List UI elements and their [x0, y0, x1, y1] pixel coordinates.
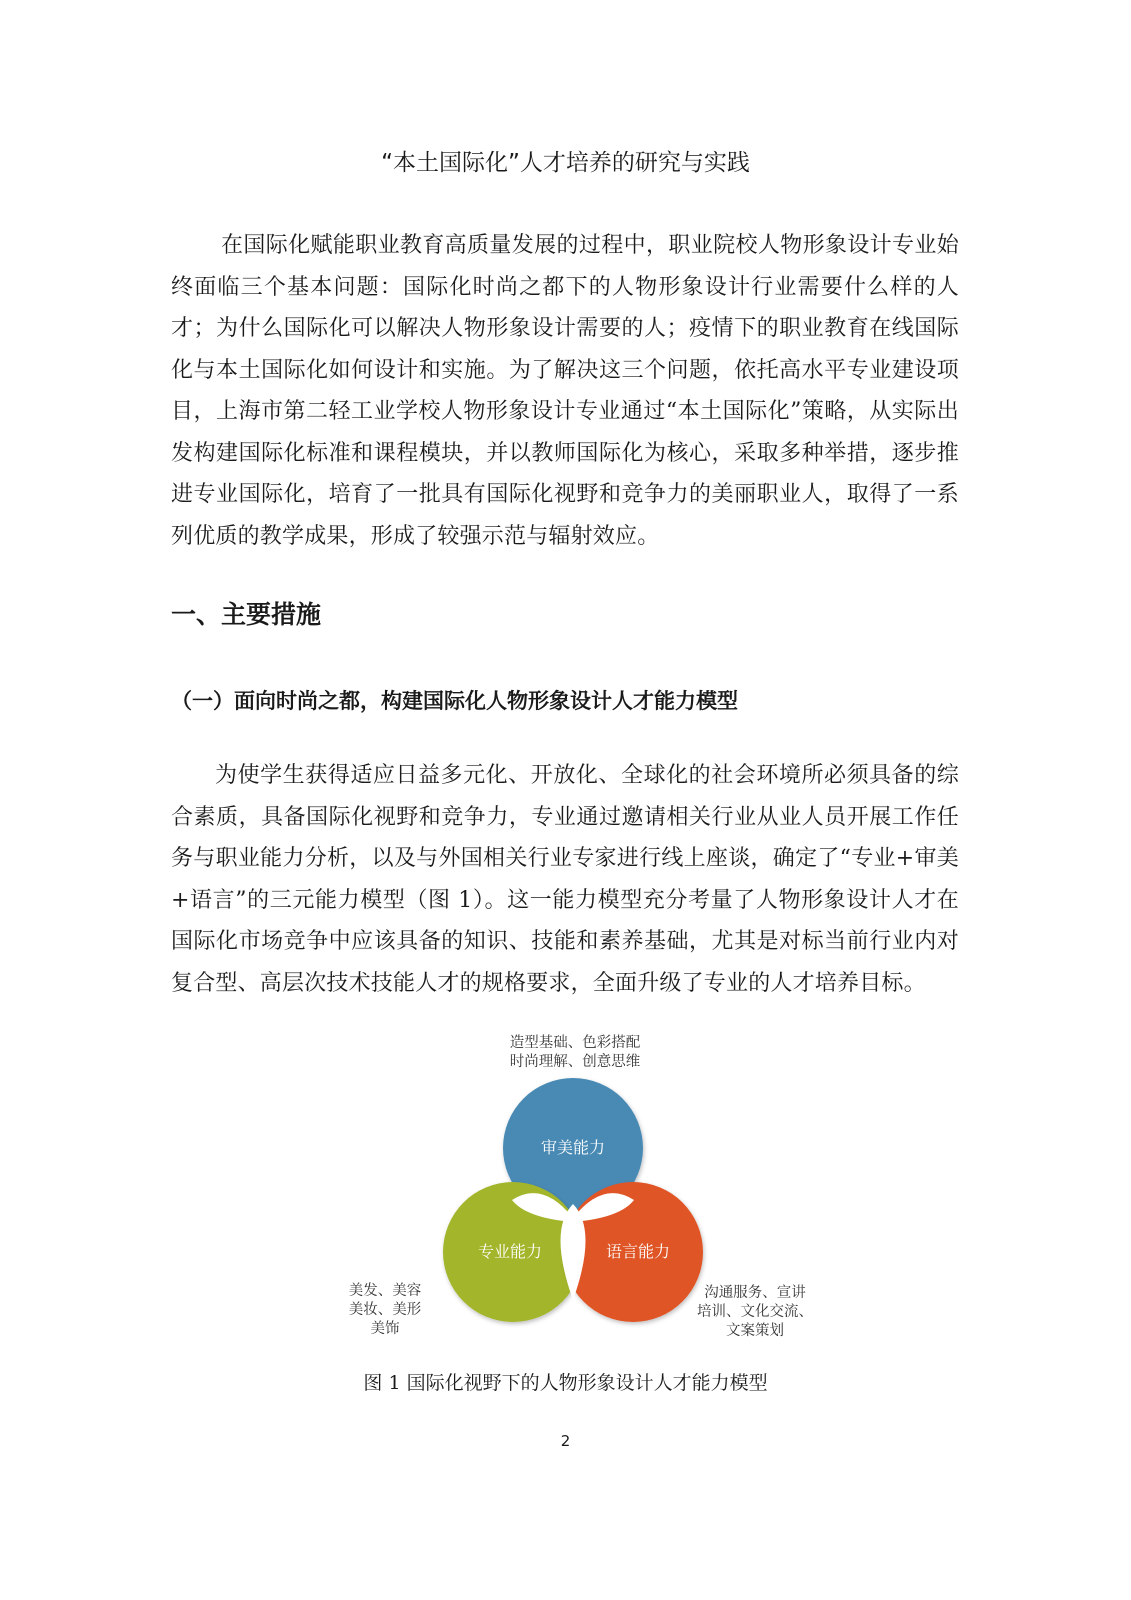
language-note: 沟通服务、宣讲 培训、文化交流、 文案策划	[697, 1285, 813, 1339]
competency-model-figure	[330, 1030, 830, 1350]
page-number: 2	[560, 1432, 571, 1450]
figure-caption: 图 1 国际化视野下的人物形象设计人才能力模型	[363, 1372, 768, 1394]
professional-label: 专业能力	[477, 1242, 543, 1261]
aesthetic-note: 造型基础、色彩搭配 时尚理解、创意思维	[509, 1035, 641, 1070]
body-paragraph: 为使学生获得适应日益多元化、开放化、全球化的社会环境所必须具备的综合素质，具备国际化视野和竞争力，专业通过邀请相关行业从业人员开展工作任务与职业能力分析，以及与外国相关行业专家进行线上座谈，确定了“专业+审美+语言”的三元能力模型（图 1）。这一能力模型充分考量了人物形象设计人才在国际化市场竞争中应该具备的知识、技能和素养基础，尤其是对标当前行业内对复合型、高层次技术技能人才的规格要求，全面升级了专业的人才培养目标。	[171, 763, 959, 996]
intro-paragraph: 在国际化赋能职业教育高质量发展的过程中，职业院校人物形象设计专业始终面临三个基本问题：国际化时尚之都下的人物形象设计行业需要什么样的人才；为什么国际化可以解决人物形象设计需要的人；疫情下的职业教育在线国际化与本土国际化如何设计和实施。为了解决这三个问题，依托高水平专业建设项目，上海市第二轻工业学校人物形象设计专业通过“本土国际化”策略，从实际出发构建国际化标准和课程模块，并以教师国际化为核心，采取多种举措，逐步推进专业国际化，培育了一批具有国际化视野和竞争力的美丽职业人，取得了一系列优质的教学成果，形成了较强示范与辐射效应。	[171, 233, 959, 549]
subsection-heading: （一）面向时尚之都，构建国际化人物形象设计人才能力模型	[171, 689, 738, 713]
language-label: 语言能力	[605, 1242, 671, 1261]
professional-note: 美发、美容 美妆、美形 美饰	[348, 1283, 422, 1337]
section-heading: 一、主要措施	[171, 600, 322, 629]
document-title: “本土国际化”人才培养的研究与实践	[381, 150, 750, 176]
aesthetic-label: 审美能力	[540, 1138, 606, 1157]
